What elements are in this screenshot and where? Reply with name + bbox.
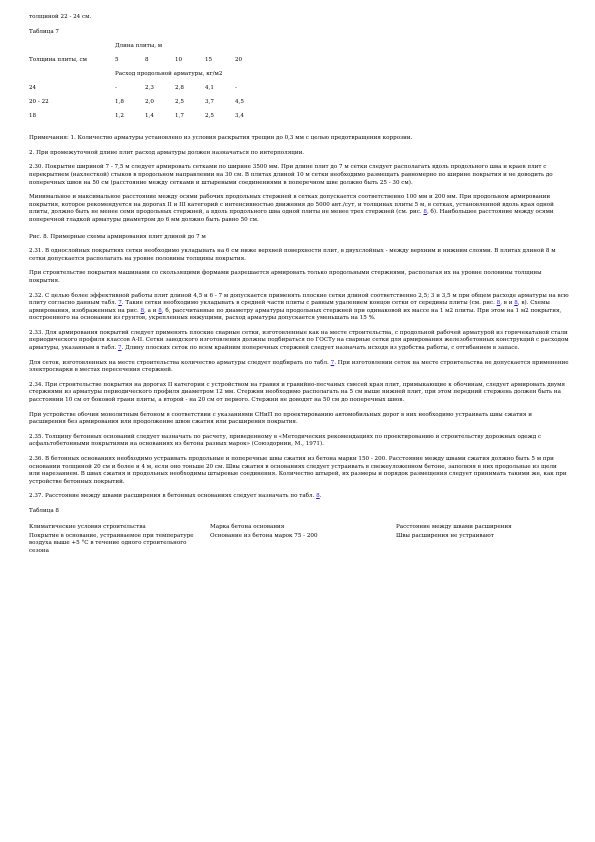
paragraph-2-37 [29,493,569,501]
table8-header-cell: Климатические условия строительства [29,523,146,530]
table7-length-10: 10 [175,57,183,64]
table7-cell: 4,5 [235,99,244,106]
paragraph-2-33 [29,330,569,353]
text-segment: Минимальное и максимальное расстояние между осями рабочих продольных стержней в сетках допускается соответственно 100 мм и 200 мм. При продольном армировании покрытия, которое рекомендуется на дорогах II и III категорий с интенсивностью движения до 5000 авт./сут, и толщинах плиты 5 м, в сетках, установленной вдоль края одной плиты, должно быть не менее семи продольных стержней, а вдоль продольного шва одной плиты не менее трех стержней (см. рис. [29,194,554,216]
paragraph-min-max-spacing [29,194,569,224]
table7-cell: 3,7 [205,99,214,106]
text-segment: , в). Схемы армирования, изображенных на рис. [29,300,550,314]
text-segment: , а и [144,307,159,314]
figure-8-link[interactable]: 8 [496,300,501,307]
figure-8-link[interactable]: 8 [514,300,518,307]
table8-cell: Покрытие в основание, устраиваемое при температуре воздуха выше +5 °С в течение одного строительного сезона [29,532,194,554]
paragraph-2-31: 2.31. В однослойных покрытиях сетки необходимо укладывать на 6 см ниже верхней поверхности плит, в двухслойных - между верхним и нижним слоями. В плитах длиной 8 м сетки допускается располагать на уровне половины толщины покрытия. [29,248,556,262]
text-segment: , в и [500,300,515,307]
paragraph-2-30: 2.30. Покрытие шириной 7 - 7,5 м следует армировать сетками по ширине 3500 мм. При длине плит до 7 м сетки следует располагать вдоль продольного шва и краев плит с перекрытием (нахлесткой) стыков в продольном направлении на 30 см. В плитах длиной 10 м сетки необходимо размещать равномерно по ширине покрытия и не доводить до поперечных швов на 50 см (расстояние между сетками и штыревыми соединениями в поперечном шве должно быть 25 - 30 см). [29,164,553,186]
table-8-link[interactable]: 8 [316,493,320,500]
text-segment: . Такие сетки необходимо укладывать в средней части плиты с равным удалением концов сетки от середины плиты (см. рис. [121,300,497,307]
table7-cell: 1,8 [115,99,124,106]
table7-row-thickness: 20 - 22 [29,99,49,106]
table7-length-5: 5 [115,57,119,64]
table8-cell: Швы расширения не устраивают [396,532,494,539]
paragraph-2-32 [29,293,569,323]
table8-header-row [29,524,569,533]
paragraph-slipform: При строительстве покрытия машинами со скользящими формами разрешается армировать только продольными стержнями, располагая их на уровне половины толщины покрытия. [29,270,542,284]
note-1: Примечания: 1. Количество арматуры установлено из условия раскрытия трещин до 0,3 мм с целью предотвращения коррозии. [29,135,413,142]
figure-8-caption: Рис. 8. Примерные схемы армирования плит длиной до 7 м [29,233,206,240]
table7-cell: 3,4 [235,113,244,120]
table7-cell: 2,8 [175,85,184,92]
paragraph-shoulders: При устройстве обочин монолитным бетоном в соответствии с указаниями СНиП по проектированию автомобильных дорог в них необходимо устраивать швы сжатия и расширения без армирования или продолжение швов сжатия или расширения покрытия. [29,411,532,426]
paragraph-2-35: 2.35. Толщину бетонных оснований следует назначать по расчету, приведенному в «Методических рекомендациях по проектированию и строительству дорожных одежд с асфальтобетонными покрытиями на основаниях из бетона разных марок» (Союздорнии, М., 1971). [29,433,542,448]
table7-cell: 1,4 [145,113,154,120]
text-segment: Для сеток, изготовленных на месте строительства количество арматуры следует подбирать по табл. [29,359,331,366]
table7-cell: - [235,85,237,92]
table-7-link[interactable]: 7 [117,345,122,352]
paragraph-field-meshes [29,360,569,375]
text-segment: , б, рассчитанные по диаметру арматуры продольных стержней при одинаковой их массе на 1 м2 плиты. При этом на 1 м2 покрытия, построенного на основании из грунтов, укрепленных вяжущими, расход арматуры допускается уменьшать на 15 %. [29,307,562,322]
figure-8-link[interactable]: 8 [423,209,427,216]
table7-cell: 2,0 [145,99,154,106]
table7-length-header: Длина плиты, м [115,43,163,50]
paragraph-2-34: 2.34. При строительстве покрытия на дорогах II категории с устройством на гравия и гравийно-песчаных смесей края плит, примыкающие к обочинам, следует армировать двумя стержнями из арматуры периодического профиля диаметром 12 мм. Стержни необходимо располагать на 5 см выше нижней плит, при этом передний стержень должен быть на расстоянии 10 см от боковой грани плиты, а второй - на 20 см от первого. Стержни не доводят на 50 см до поперечных швов. [29,381,566,404]
table7-cell: 1,2 [115,113,124,120]
table7-cell: 2,5 [175,99,184,106]
text-segment: . Длину плоских сеток по всем крайним поперечных стержней следует назначать исходя из удобства работы, с отгибанием в запасе. [121,345,520,352]
text-segment: , б). Наибольшее расстояние между осями поперечной гладкой арматуры диаметром до 6 мм должно быть равно 50 см. [29,209,554,223]
paragraph-2-36: 2.36. В бетонных основаниях необходимо устраивать продольные и поперечные швы сжатия из бетона марки 150 - 200. Расстояние между швами сжатия должно быть 5 м при основании толщиной 20 см и более и 4 м, если оно тоньше 20 см. Швы сжатия в основаниях следует устраивать в свежеуложенном бетоне, заполняя в них продольные из щели или нарезанием. В швах сжатия и продольных необходимы штыревые соединения. Количество штырей, их размеры и порядок размещения следует принимать такими же, как при устройстве бетонных покрытий. [29,456,567,485]
table7-row-thickness: 18 [29,113,37,120]
table-8 [29,524,569,558]
table7-cell: 2,5 [205,113,214,120]
figure-8-link[interactable]: 8 [140,307,145,314]
table7-cell: 2,3 [145,85,154,92]
table8-title: Таблица 8 [29,507,59,514]
top-line: толщиной 22 - 24 см. [29,14,92,20]
table8-header-cell: Марка бетона основания [210,523,285,530]
text-segment: 2.37. Расстояние между швами расширения в бетонных основаниях следует назначать по табл. [29,493,317,500]
text-segment: . [319,493,322,500]
table7-title: Таблица 7 [29,28,59,35]
table-7 [29,43,569,135]
table8-row [29,533,569,557]
text-segment: . При изготовлении сеток на месте строительства не допускается применение электросварки в местах пересечения стержней. [29,359,569,374]
table-7-link[interactable]: 7 [330,359,335,366]
text-segment: 2.32. С целью более эффективной работы плит длиной 4,5 и 6 - 7 м допускается применять плоские сетки длиной соответственно 2,5; 3 и 3,5 м при общем расходе арматуры на всю плиту согласно данным табл. [29,292,569,307]
table7-cell: - [115,85,117,92]
figure-8-link[interactable]: 8 [158,307,162,314]
table7-thickness-header: Толщина плиты, см [29,57,88,64]
table7-cell: 4,1 [205,85,214,92]
table7-length-20: 20 [235,57,243,64]
table7-cell: 1,7 [175,113,184,120]
table7-length-15: 15 [205,57,213,64]
table7-consumption-header: Расход продольной арматуры, кг/м2 [115,71,223,78]
table8-cell: Основание из бетона марок 75 - 200 [210,532,318,539]
table8-header-cell: Расстояние между швами расширения [396,523,512,530]
text-segment: 2.33. Для армирования покрытий следует применять плоские сварные сетки, изготовленные как на месте строительства, с продольной рабочей арматурой из горячекатаной стали периодического профиля классов А-II. Сетки заводского изготовления должны подбираться по ГОСТу на сварные сетки для армирования железобетонных конструкций с расходом арматуры, указанным в табл. [29,329,569,352]
table7-row-thickness: 24 [29,85,37,92]
document-page [29,14,569,557]
table7-length-8: 8 [145,57,149,64]
note-2: 2. При промежуточной длине плит расход арматуры должен назначаться по интерполяции. [29,149,305,156]
table-7-link[interactable]: 7 [118,300,122,307]
